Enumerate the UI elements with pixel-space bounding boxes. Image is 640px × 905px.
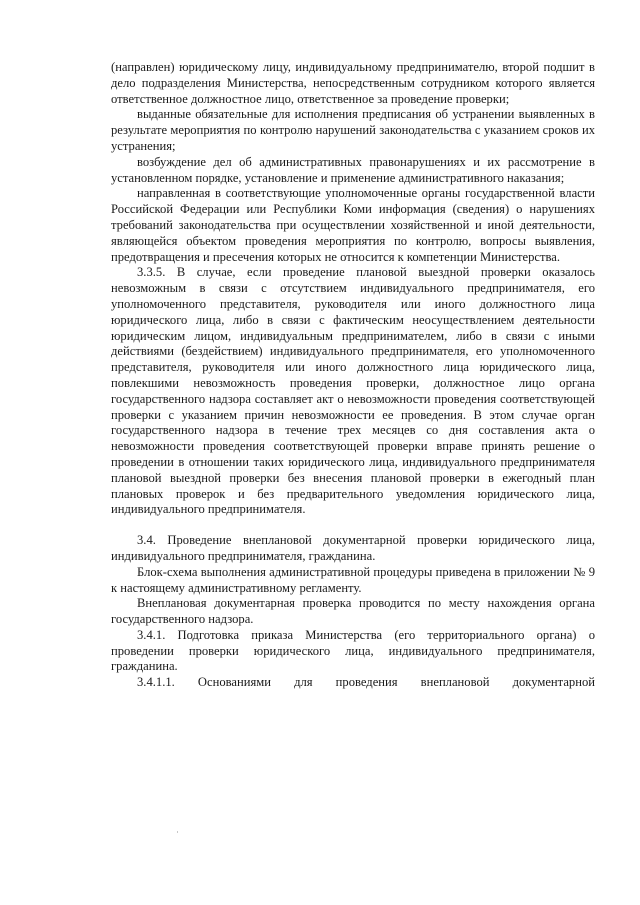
- paragraph-flowchart-reference: Блок-схема выполнения административной процедуры приведена в приложении № 9 к настоящему административному регламенту.: [111, 564, 595, 595]
- document-page: [111, 60, 595, 691]
- paragraph-continuation: (направлен) юридическому лицу, индивидуальному предпринимателю, второй подшит в дело подразделения Министерства, непосредственным сотрудником которого является ответственное должностное лицо, ответственное за проведение проверки;: [111, 60, 595, 106]
- paragraph-item-information-sent: направленная в соответствующие уполномоченные органы государственной власти Российской Федерации или Республики Коми информация (сведения) о нарушениях требований законодательства при осуществлении хозяйственной и иной деятельности, являющейся объектом проведения мероприятия по контролю, вопросы выявления, предотвращения и пресечения которых не относится к компетенции Министерства.: [111, 186, 595, 264]
- paragraph-3-4-1-1: 3.4.1.1. Основаниями для проведения внеплановой документарной: [137, 675, 595, 690]
- section-heading-3-4: 3.4. Проведение внеплановой документарной проверки юридического лица, индивидуального предпринимателя, гражданина.: [111, 533, 595, 563]
- paragraph-3-3-5: 3.3.5. В случае, если проведение плановой выездной проверки оказалось невозможным в связи с отсутствием индивидуального предпринимателя, его уполномоченного представителя, руководителя или иного должностного лица юридического лица, либо в связи с фактическим неосуществлением деятельности юридическим лицом, индивидуальным предпринимателем, либо в связи с иными действиями (бездействием) индивидуального предпринимателя, его уполномоченного представителя, руководителя или иного должностного лица юридического лица, повлекшими невозможность проведения проверки, должностное лицо органа государственного надзора составляет акт о невозможности проведения соответствующей проверки с указанием причин невозможности ее проведения. В этом случае орган государственного надзора в течение трех месяцев со дня составления акта о невозможности проведения соответствующей проверки вправе принять решение о проведении в отношении таких юридического лица, индивидуального предпринимателя плановой выездной проверки без внесения плановой проверки в ежегодный план плановых проверок и без предварительного уведомления юридического лица, индивидуального предпринимателя.: [111, 265, 595, 517]
- scan-speck: [177, 831, 178, 833]
- paragraph-3-4-1: 3.4.1. Подготовка приказа Министерства (его территориального органа) о проведении проверки юридического лица, индивидуального предпринимателя, гражданина.: [111, 627, 595, 674]
- paragraph-item-administrative-cases: возбуждение дел об административных правонарушениях и их рассмотрение в установленном порядке, установление и применение административного наказания;: [111, 154, 595, 185]
- paragraph-item-prescriptions: выданные обязательные для исполнения предписания об устранении выявленных в результате мероприятия по контролю нарушений законодательства с указанием сроков их устранения;: [111, 107, 595, 153]
- paragraph-inspection-location: Внеплановая документарная проверка проводится по месту нахождения органа государственного надзора.: [111, 596, 595, 627]
